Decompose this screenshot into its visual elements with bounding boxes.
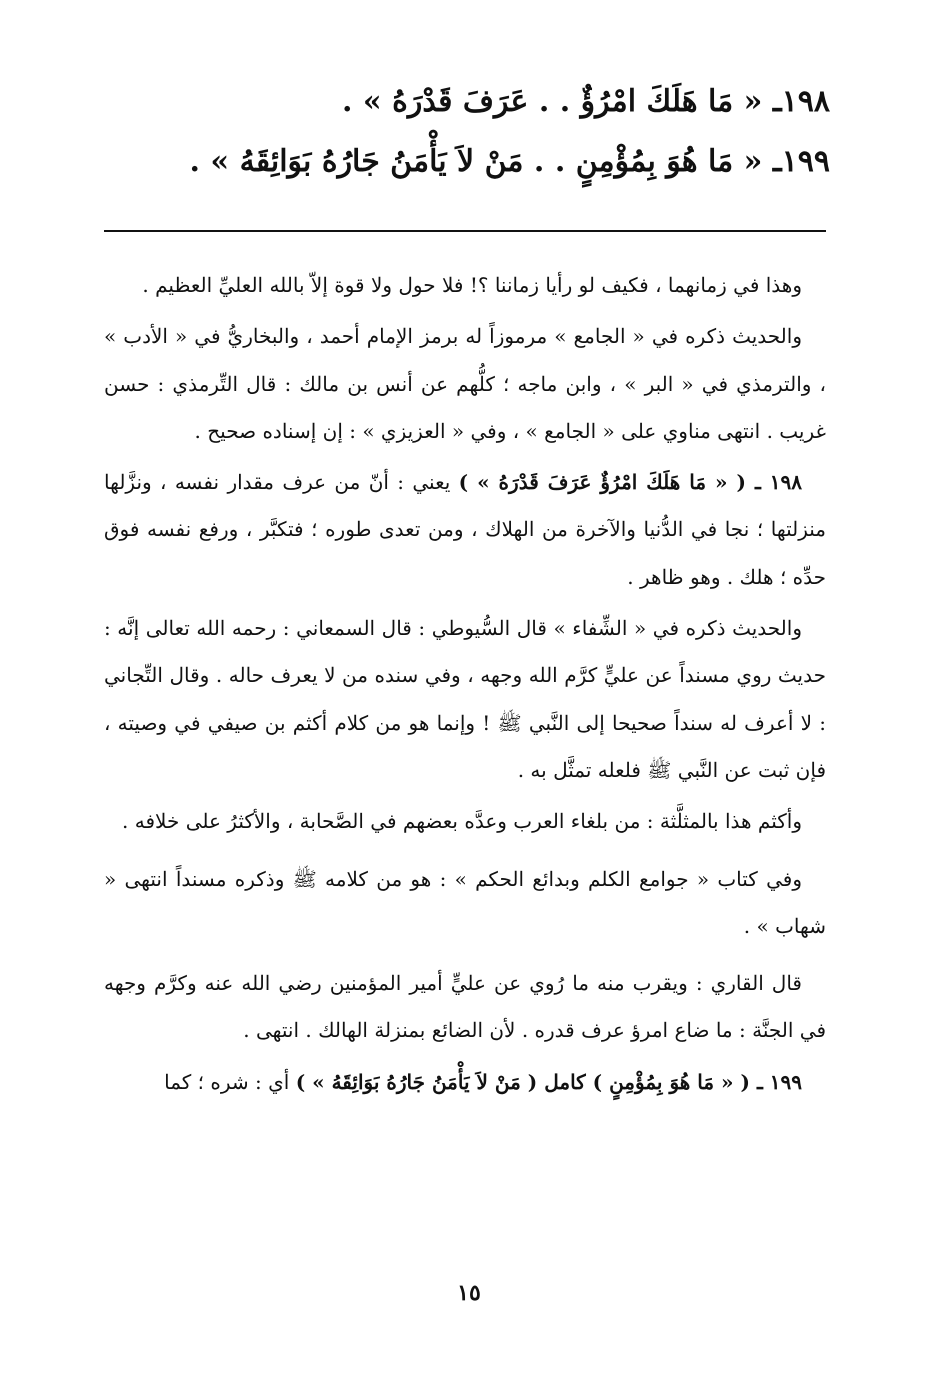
paragraph: والحديث ذكره في « الجامع » مرموزاً له برمز الإمام أحمد ، والبخاريُّ في « الأدب » ، والترمذي في « البر » ، وابن ماجه ؛ كلُّهم عن أنس بن مالك : قال التِّرمذي : حسن غريب . انتهى مناوي على « الجامع » ، وفي « العزيزي » : إن إسناده صحيح . xyxy=(104,324,826,443)
paragraph: وفي كتاب « جوامع الكلم وبدائع الحكم » : هو من كلامه ﷺ وذكره مسنداً انتهى « شهاب » . xyxy=(104,866,826,938)
commentary-body xyxy=(104,262,826,1110)
paragraph-text: يعني : أنّ من عرف مقدار نفسه ، ونزَّلها منزلتها ؛ نجا في الدُّنيا والآخرة من الهلاك ، ومن تعدى طوره ؛ فتكبَّر ، ورفع نفسه فوق حدِّه ؛ هلك . وهو ظاهر . xyxy=(104,470,826,589)
hadith-reference: ١٩٩ ـ ( « مَا هُوَ بِمُؤْمِنٍ ) كامل ( مَنْ لاَ يَأْمَنُ جَارُهُ بَوَائِقَهُ » ) xyxy=(295,1069,802,1094)
paragraph xyxy=(104,459,826,601)
hadith-199: ١٩٩ـ « مَا هُوَ بِمُؤْمِنٍ . . مَنْ لاَ يَأْمَنُ جَارُهُ بَوَائِقَهُ » . xyxy=(189,144,830,179)
paragraph: وهذا في زمانهما ، فكيف لو رأيا زماننا ؟! فلا حول ولا قوة إلاّ بالله العليِّ العظيم . xyxy=(142,273,802,297)
paragraph xyxy=(104,1059,826,1106)
paragraph: والحديث ذكره في « الشِّفاء » قال السُّيوطي : قال السمعاني : رحمه الله تعالى إنَّه : حديث روي مسنداً عن عليٍّ كرَّم الله وجهه ، وفي سنده من لا يعرف حاله . وقال التِّجاني : لا أعرف له سنداً صحيحا إلى النَّبي ﷺ ! وإنما هو من كلام أكثم بن صيفي في وصيته ، فإن ثبت عن النَّبي ﷺ فلعله تمثَّل به . xyxy=(104,616,826,782)
hadith-reference: ١٩٨ ـ ( « مَا هَلَكَ امْرُؤٌ عَرَفَ قَدْرَهُ » ) xyxy=(458,470,803,495)
page-number: ١٥ xyxy=(457,1280,481,1306)
paragraph-text: أي : شره ؛ كما xyxy=(164,1069,296,1094)
paragraph: وأكثم هذا بالمثلَّثة : من بلغاء العرب وعدَّه بعضهم في الصَّحابة ، والأكثرُ على خلافه . xyxy=(122,809,802,834)
paragraph: قال القاري : ويقرب منه ما رُوي عن عليٍّ أمير المؤمنين رضي الله عنه وكرَّم وجهه في الجنَّة : ما ضاع امرؤ عرف قدره . لأن الضائع بمنزلة الهالك . انتهى . xyxy=(104,971,826,1043)
hadith-198: ١٩٨ـ « مَا هَلَكَ امْرُؤٌ . . عَرَفَ قَدْرَهُ » . xyxy=(342,84,830,119)
section-divider xyxy=(104,230,826,232)
